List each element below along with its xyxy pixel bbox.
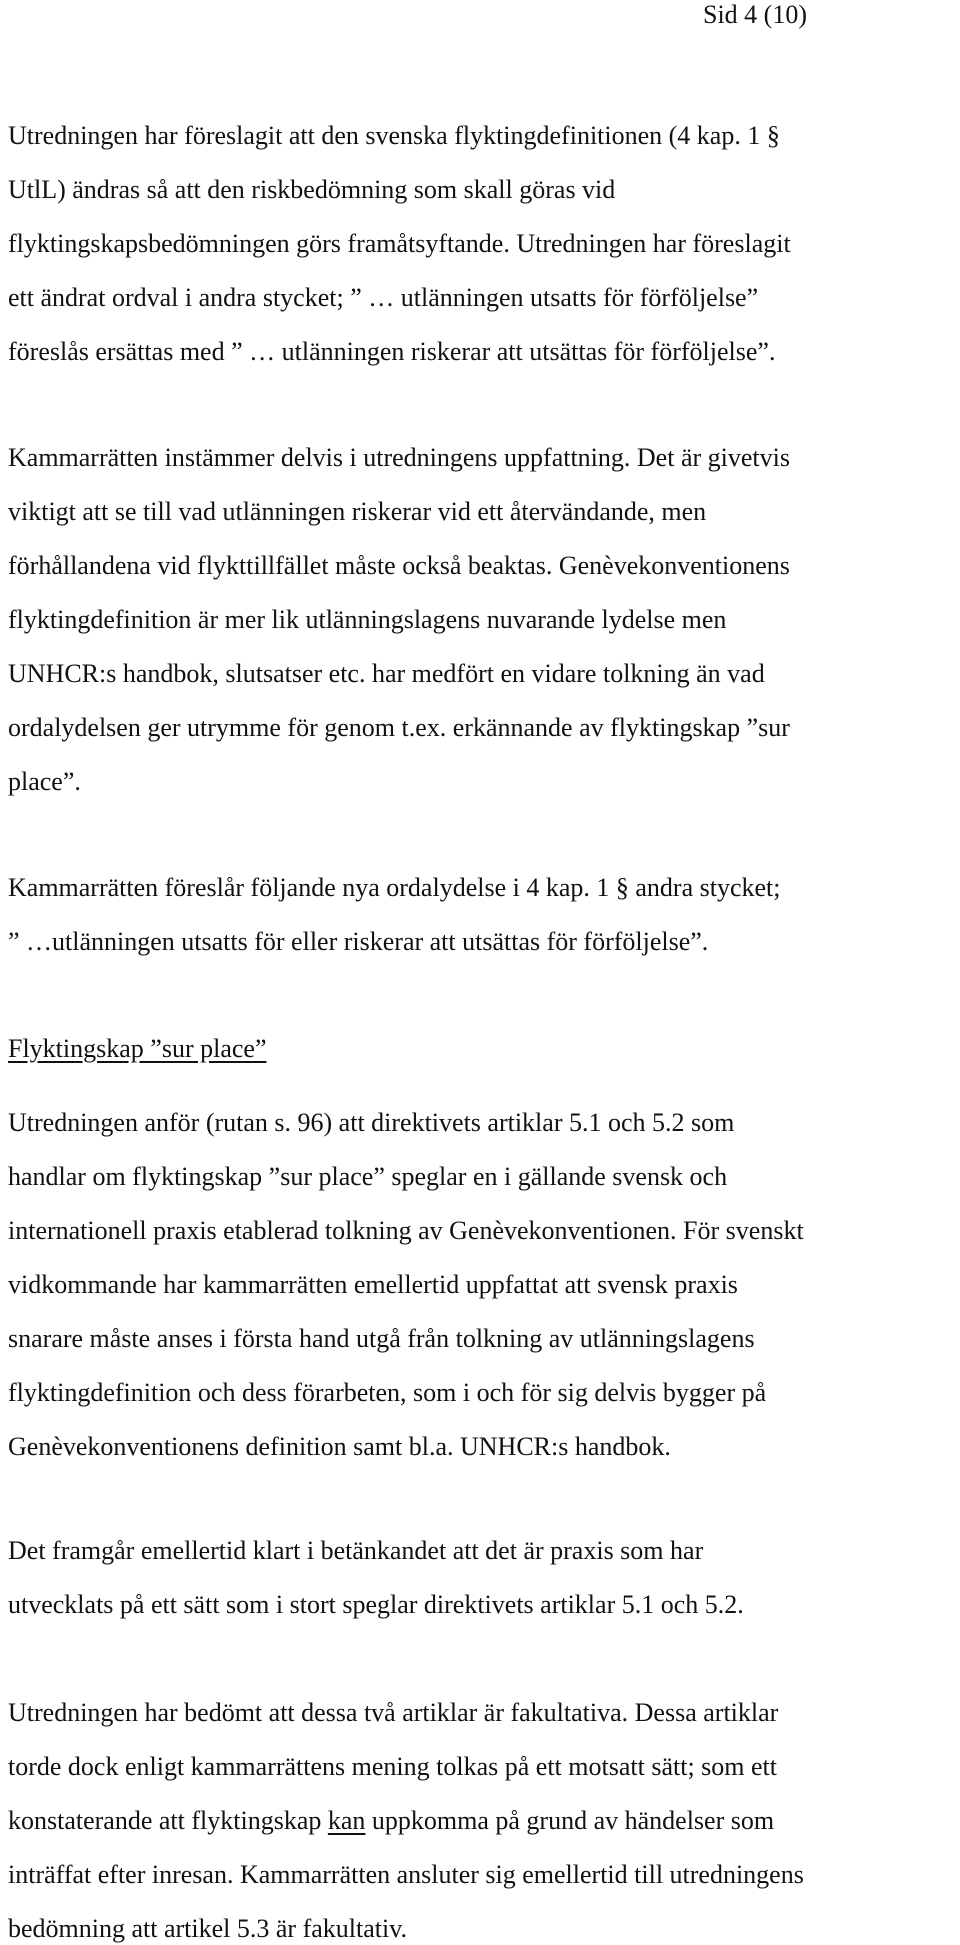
text-line: utvecklats på ett sätt som i stort speglar direktivets artiklar 5.1 och 5.2. [8,1590,744,1619]
text-line: flyktingdefinition och dess förarbeten, som i och för sig delvis bygger på [8,1378,767,1407]
text-line: Utredningen har bedömt att dessa två artiklar är fakultativa. Dessa artiklar [8,1698,779,1727]
page-number: Sid 4 (10) [703,0,807,29]
text-line: internationell praxis etablerad tolkning av Genèvekonventionen. För svenskt [8,1216,804,1245]
text-line [8,1808,774,1834]
text-line: inträffat efter inresan. Kammarrätten ansluter sig emellertid till utredningens [8,1860,804,1889]
text-line: UtlL) ändras så att den riskbedömning som skall göras vid [8,175,616,204]
text-line: torde dock enligt kammarrättens mening tolkas på ett motsatt sätt; som ett [8,1752,777,1781]
text-line: Kammarrätten instämmer delvis i utredningens uppfattning. Det är givetvis [8,443,790,472]
text-line: ett ändrat ordval i andra stycket; ” … utlänningen utsatts för förföljelse” [8,283,759,312]
text-line: bedömning att artikel 5.3 är fakultativ. [8,1914,408,1943]
text-line: place”. [8,767,81,796]
emphasized-word: kan [327,1806,366,1835]
text-line: snarare måste anses i första hand utgå från tolkning av utlänningslagens [8,1324,755,1353]
text-line: Utredningen har föreslagit att den svenska flyktingdefinitionen (4 kap. 1 § [8,121,780,150]
text-line: Utredningen anför (rutan s. 96) att direktivets artiklar 5.1 och 5.2 som [8,1108,735,1137]
text-line: vidkommande har kammarrätten emellertid uppfattat att svensk praxis [8,1270,738,1299]
text-line: föreslås ersättas med ” … utlänningen riskerar att utsättas för förföljelse”. [8,337,776,366]
text-line: Genèvekonventionens definition samt bl.a. UNHCR:s handbok. [8,1432,671,1461]
text-line: ordalydelsen ger utrymme för genom t.ex. erkännande av flyktingskap ”sur [8,713,790,742]
text-line: flyktingdefinition är mer lik utlänningslagens nuvarande lydelse men [8,605,727,634]
text-segment: uppkomma på grund av händelser som [365,1806,775,1835]
text-line: förhållandena vid flykttillfället måste också beaktas. Genèvekonventionens [8,551,790,580]
text-line: flyktingskapsbedömningen görs framåtsyftande. Utredningen har föreslagit [8,229,791,258]
text-line: handlar om flyktingskap ”sur place” speglar en i gällande svensk och [8,1162,728,1191]
text-line: Kammarrätten föreslår följande nya ordalydelse i 4 kap. 1 § andra stycket; [8,873,781,902]
text-line: viktigt att se till vad utlänningen riskerar vid ett återvändande, men [8,497,707,526]
section-heading: Flyktingskap ”sur place” [8,1034,267,1063]
text-line: Det framgår emellertid klart i betänkandet att det är praxis som har [8,1536,704,1565]
text-line: ” …utlänningen utsatts för eller riskerar att utsättas för förföljelse”. [8,927,709,956]
text-line: UNHCR:s handbok, slutsatser etc. har medfört en vidare tolkning än vad [8,659,765,688]
text-segment: konstaterande att flyktingskap [8,1806,328,1835]
